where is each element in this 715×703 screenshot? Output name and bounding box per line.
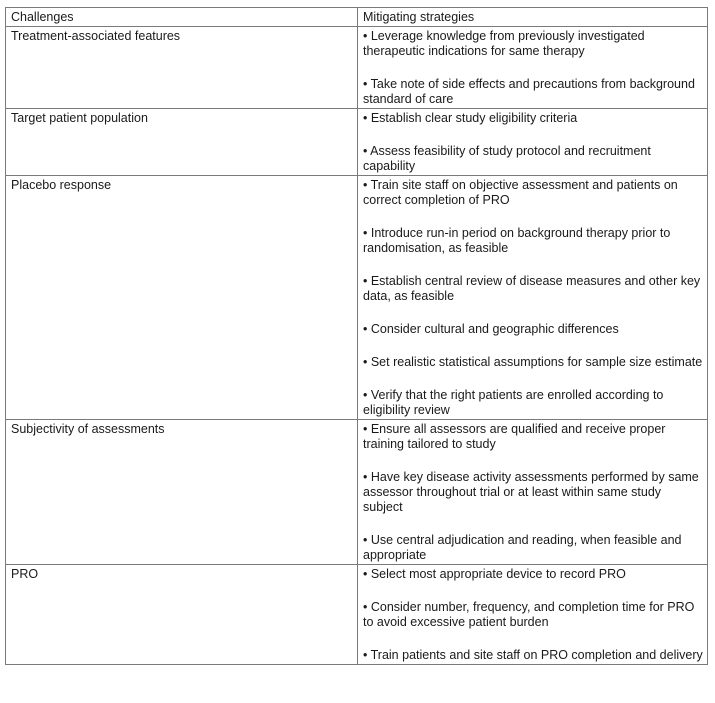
strategies-cell — [358, 176, 708, 420]
strategy-item: • Train patients and site staff on PRO completion and delivery — [363, 648, 703, 662]
table-row — [6, 27, 708, 109]
strategy-item: • Consider number, frequency, and completion time for PRO to avoid excessive patient burden — [363, 600, 695, 629]
strategy-item: • Have key disease activity assessments performed by same assessor throughout trial or at least within same study subject — [363, 470, 699, 514]
challenge-cell: Subjectivity of assessments — [6, 420, 358, 565]
table-row — [6, 109, 708, 176]
strategies-cell — [358, 565, 708, 665]
strategy-item: • Select most appropriate device to record PRO — [363, 567, 626, 581]
strategy-item: • Set realistic statistical assumptions for sample size estimate — [363, 355, 703, 369]
strategies-cell — [358, 27, 708, 109]
header-challenges: Challenges — [6, 8, 358, 27]
strategy-item: • Verify that the right patients are enrolled according to eligibility review — [363, 388, 664, 417]
strategy-item: • Leverage knowledge from previously investigated therapeutic indications for same therapy — [363, 29, 645, 58]
strategy-list — [363, 422, 703, 563]
strategy-list — [363, 111, 703, 174]
table-row — [6, 420, 708, 565]
challenge-cell: PRO — [6, 565, 358, 665]
strategy-item: • Establish central review of disease measures and other key data, as feasible — [363, 274, 701, 303]
header-row — [6, 8, 708, 27]
challenge-cell: Treatment-associated features — [6, 27, 358, 109]
strategies-cell — [358, 109, 708, 176]
strategy-list — [363, 178, 703, 418]
strategy-item: • Take note of side effects and precautions from background standard of care — [363, 77, 695, 106]
challenges-table — [5, 7, 708, 665]
challenge-cell: Placebo response — [6, 176, 358, 420]
strategy-item: • Assess feasibility of study protocol and recruitment capability — [363, 144, 651, 173]
strategies-cell — [358, 420, 708, 565]
table-row — [6, 565, 708, 665]
strategy-list — [363, 29, 703, 107]
table-row — [6, 176, 708, 420]
header-mitigating-strategies: Mitigating strategies — [358, 8, 708, 27]
strategy-item: • Establish clear study eligibility criteria — [363, 111, 578, 125]
strategy-item: • Train site staff on objective assessment and patients on correct completion of PRO — [363, 178, 678, 207]
challenge-cell: Target patient population — [6, 109, 358, 176]
strategy-item: • Use central adjudication and reading, when feasible and appropriate — [363, 533, 682, 562]
strategy-list — [363, 567, 703, 663]
strategy-item: • Introduce run-in period on background therapy prior to randomisation, as feasible — [363, 226, 671, 255]
strategy-item: • Ensure all assessors are qualified and receive proper training tailored to study — [363, 422, 666, 451]
strategy-item: • Consider cultural and geographic differences — [363, 322, 619, 336]
